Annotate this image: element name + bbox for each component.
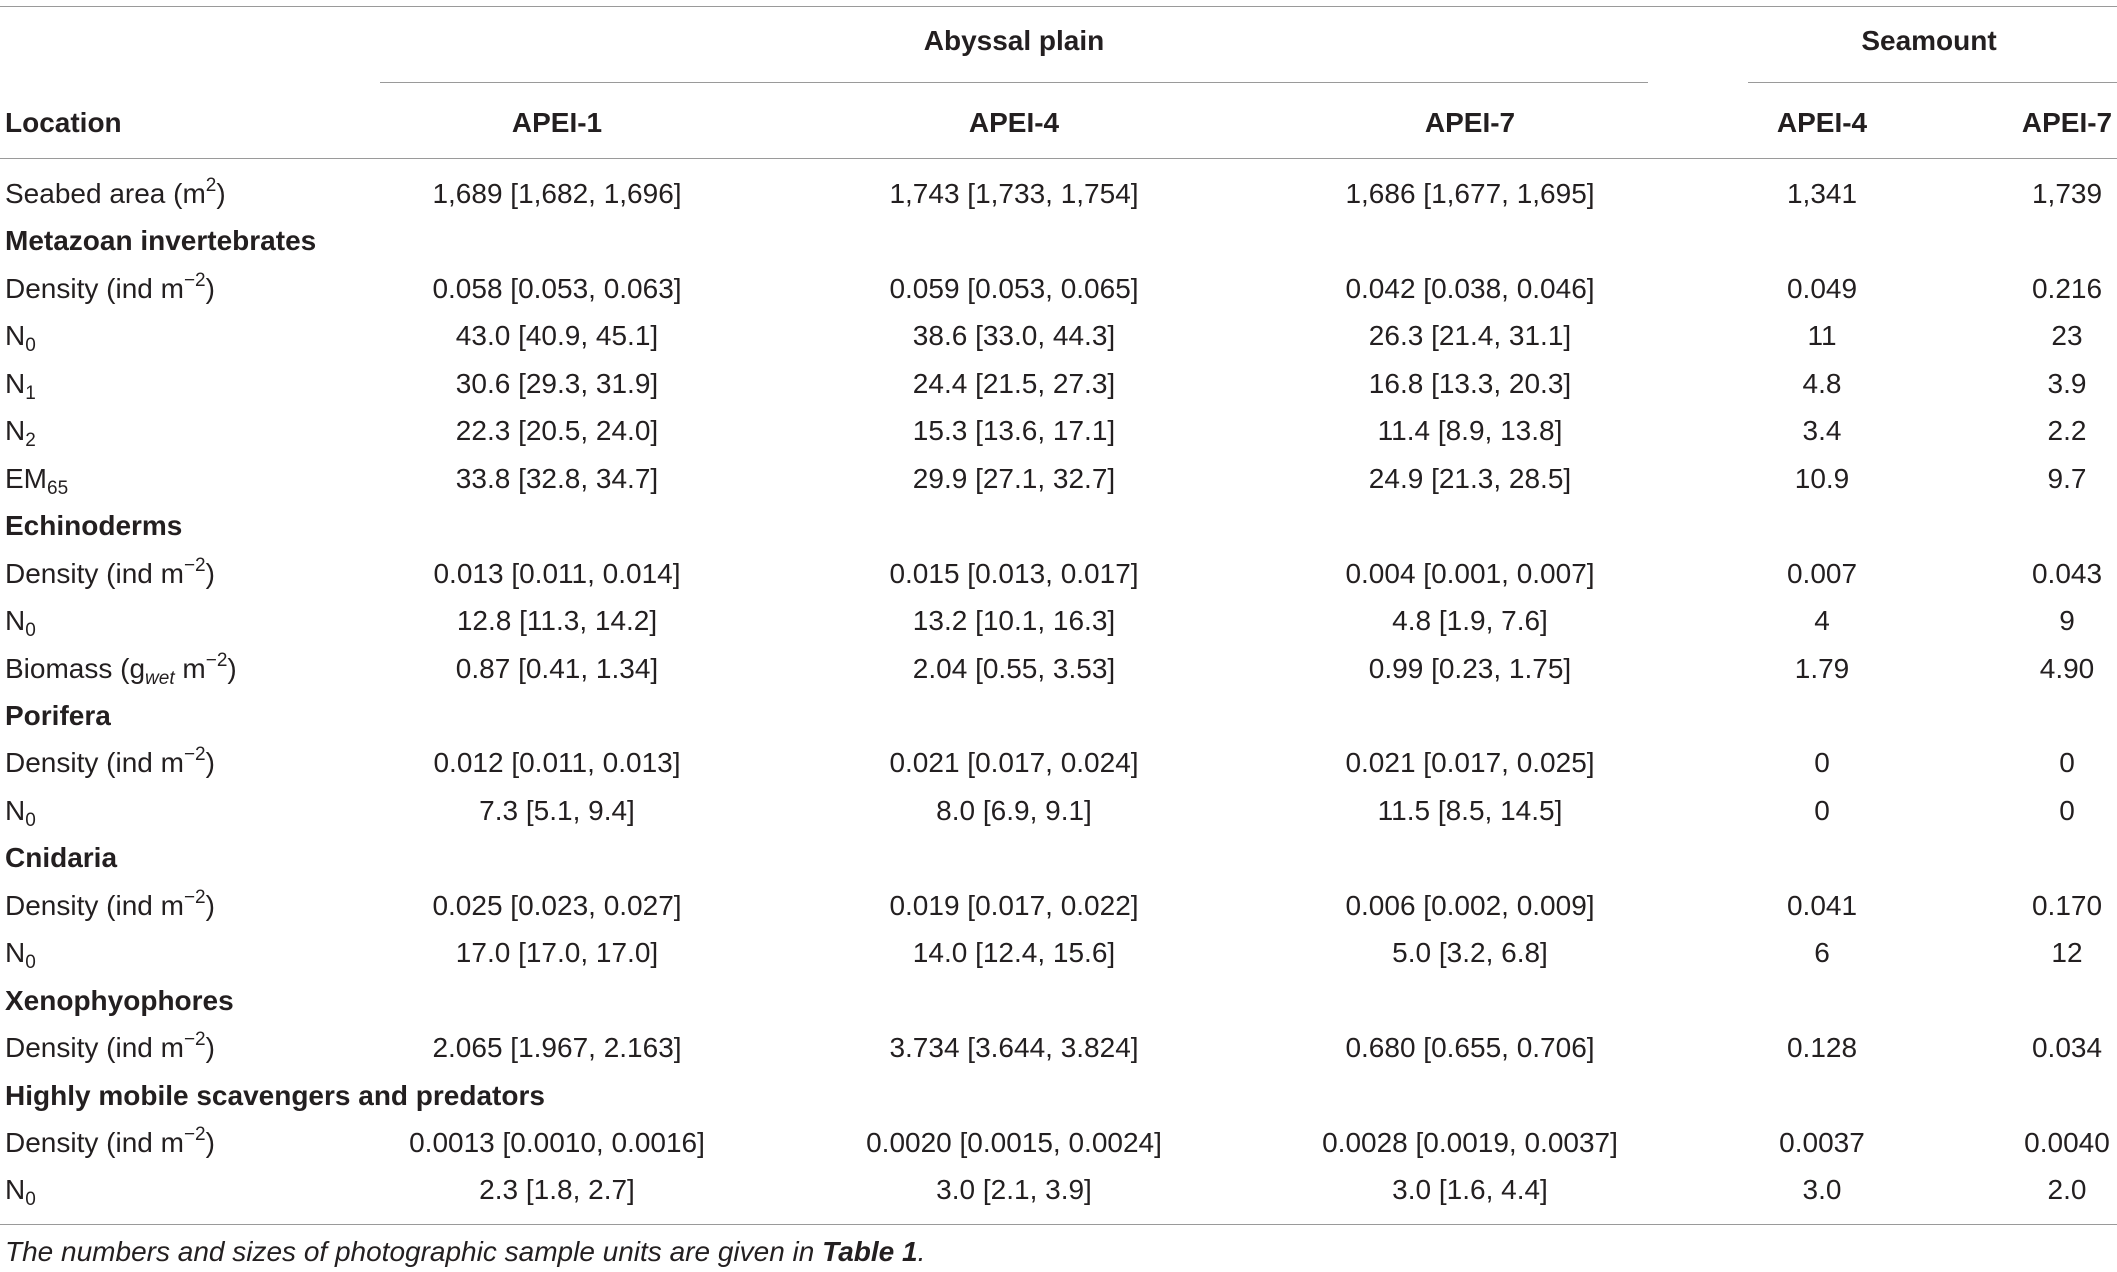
header-bottom-rule (0, 158, 2117, 159)
table-cell-abyssal-apei-4: 0.0020 [0.0015, 0.0024] (866, 1127, 1162, 1158)
table-cell-abyssal-apei-1: 0.0013 [0.0010, 0.0016] (409, 1127, 705, 1158)
table-cell-abyssal-apei-1: 0.058 [0.053, 0.063] (432, 272, 682, 304)
table-cell-seamount-apei-4: 1.79 (1794, 652, 1850, 684)
table-cell-abyssal-apei-7: 4.8 [1.9, 7.6] (1392, 605, 1548, 637)
table-cell-abyssal-apei-7: 0.99 [0.23, 1.75] (1368, 652, 1572, 684)
table-cell-seamount-apei-4: 10.9 (1794, 462, 1850, 494)
table-cell-abyssal-apei-4: 0.019 [0.017, 0.022] (889, 889, 1139, 921)
table-cell-abyssal-apei-1: 7.3 [5.1, 9.4] (479, 794, 635, 826)
table-cell-abyssal-apei-4: 38.6 [33.0, 44.3] (912, 320, 1116, 352)
table-cell-seamount-apei-4: 0.041 (1786, 889, 1858, 921)
table-cell-seamount-apei-4: 0.128 (1786, 1032, 1858, 1064)
column-header-abyssal-apei-4: APEI-4 (968, 107, 1060, 138)
table-cell-seamount-apei-7: 0 (2059, 794, 2075, 826)
row-label (5, 554, 215, 589)
table-cell-abyssal-apei-1: 17.0 [17.0, 17.0] (455, 937, 659, 969)
row-label (5, 937, 36, 974)
table-cell-abyssal-apei-1: 0.012 [0.011, 0.013] (433, 747, 681, 779)
footnote-text: The numbers and sizes of photographic sample units are given in (5, 1236, 823, 1267)
row-label-part: ) (205, 1032, 215, 1064)
table-cell-seamount-apei-7: 0.170 (2031, 889, 2103, 921)
table-cell-seamount-apei-7: 9.7 (2047, 462, 2087, 494)
table-cell-abyssal-apei-7: 3.0 [1.6, 4.4] (1392, 1174, 1548, 1206)
row-label-part: N (5, 320, 26, 352)
table-cell-abyssal-apei-4: 13.2 [10.1, 16.3] (912, 605, 1116, 637)
row-label-part: N (5, 1174, 26, 1206)
row-label-part: 2 (25, 430, 36, 452)
table-cell-abyssal-apei-4: 0.059 [0.053, 0.065] (889, 272, 1139, 304)
section-header: Echinoderms (5, 510, 183, 542)
table-cell-seamount-apei-7: 0.034 (2031, 1032, 2103, 1064)
table-cell-seamount-apei-4: 0.049 (1786, 272, 1858, 304)
row-label-part: 0 (25, 335, 36, 357)
row-label-part: Density (ind m (5, 889, 184, 921)
row-label-part: ) (205, 747, 215, 779)
table-cell-abyssal-apei-1: 30.6 [29.3, 31.9] (455, 367, 659, 399)
row-label (5, 605, 36, 642)
row-label-part: 0 (25, 620, 36, 642)
table-cell-abyssal-apei-7: 0.0028 [0.0019, 0.0037] (1322, 1127, 1618, 1158)
table-cell-seamount-apei-4: 0 (1814, 747, 1830, 779)
table-cell-seamount-apei-4: 3.0 (1802, 1174, 1842, 1206)
abyssal-plain-underline (380, 82, 1648, 83)
table-cell-abyssal-apei-7: 5.0 [3.2, 6.8] (1392, 937, 1548, 969)
row-label-part: N (5, 937, 26, 969)
table-cell-seamount-apei-7: 2.0 (2047, 1174, 2087, 1206)
table-cell-abyssal-apei-4: 3.734 [3.644, 3.824] (889, 1032, 1139, 1064)
section-header: Xenophyophores (5, 984, 234, 1016)
table-cell-seamount-apei-7: 1,739 (2031, 178, 2103, 209)
row-label-part: −2 (183, 1124, 206, 1145)
table-cell-abyssal-apei-1: 1,689 [1,682, 1,696] (432, 178, 682, 209)
row-label (5, 1124, 215, 1158)
table-cell-abyssal-apei-7: 0.680 [0.655, 0.706] (1345, 1032, 1595, 1064)
row-label-part: N (5, 367, 26, 399)
table-cell-abyssal-apei-1: 43.0 [40.9, 45.1] (455, 320, 659, 352)
group-header-abyssal-plain: Abyssal plain (923, 25, 1105, 56)
row-label (5, 415, 36, 452)
table-cell-abyssal-apei-7: 0.006 [0.002, 0.009] (1345, 889, 1595, 921)
table-cell-seamount-apei-4: 11 (1807, 320, 1837, 352)
table-cell-seamount-apei-7: 0.0040 (2024, 1127, 2110, 1158)
row-label-part: Density (ind m (5, 1032, 184, 1064)
table-cell-abyssal-apei-4: 0.015 [0.013, 0.017] (889, 557, 1139, 589)
column-header-seamount-apei-4: APEI-4 (1776, 107, 1868, 138)
table-cell-abyssal-apei-4: 0.021 [0.017, 0.024] (889, 747, 1139, 779)
row-label (5, 794, 36, 831)
row-label-part: −2 (183, 554, 206, 576)
row-label-part: −2 (183, 1029, 206, 1051)
row-label-part: 65 (47, 477, 69, 499)
section-header: Cnidaria (5, 842, 118, 874)
row-label (5, 649, 237, 689)
row-label-part: Density (ind m (5, 272, 184, 304)
table-cell-seamount-apei-7: 2.2 (2047, 415, 2087, 447)
row-label (5, 1174, 36, 1211)
table-cell-seamount-apei-4: 4 (1814, 605, 1830, 637)
row-label-part: N (5, 415, 26, 447)
section-header: Porifera (5, 699, 111, 731)
table-cell-abyssal-apei-1: 22.3 [20.5, 24.0] (455, 415, 659, 447)
row-label-part: ) (205, 272, 215, 304)
table-cell-abyssal-apei-1: 0.013 [0.011, 0.014] (433, 557, 681, 589)
row-label-part: EM (5, 462, 47, 494)
row-label-part: Biomass (g (5, 652, 146, 684)
row-label-part: 0 (25, 952, 36, 974)
section-header: Metazoan invertebrates (5, 225, 317, 257)
footnote-table-reference: Table 1 (822, 1236, 918, 1267)
table-cell-abyssal-apei-1: 0.87 [0.41, 1.34] (455, 652, 659, 684)
seamount-underline (1748, 82, 2117, 83)
row-label-part: wet (145, 667, 175, 689)
row-label-part: N (5, 605, 26, 637)
table-cell-seamount-apei-7: 9 (2059, 605, 2075, 637)
table-cell-seamount-apei-4: 0 (1814, 794, 1830, 826)
row-label (5, 1029, 215, 1064)
table-cell-abyssal-apei-4: 1,743 [1,733, 1,754] (889, 178, 1139, 209)
row-label (5, 462, 69, 499)
group-header-seamount: Seamount (1861, 25, 1997, 56)
row-label-part: ) (216, 178, 226, 209)
table-cell-seamount-apei-7: 0.043 (2031, 557, 2103, 589)
row-label-part: 2 (205, 175, 217, 196)
table-cell-abyssal-apei-1: 12.8 [11.3, 14.2] (456, 605, 658, 637)
table-cell-abyssal-apei-4: 3.0 [2.1, 3.9] (936, 1174, 1092, 1206)
row-label-part: Density (ind m (5, 1127, 184, 1158)
table-cell-abyssal-apei-1: 33.8 [32.8, 34.7] (455, 462, 659, 494)
table-cell-abyssal-apei-1: 0.025 [0.023, 0.027] (432, 889, 682, 921)
row-label-part: 0 (25, 809, 36, 831)
row-label-part: Density (ind m (5, 747, 184, 779)
table-cell-abyssal-apei-7: 1,686 [1,677, 1,695] (1345, 178, 1595, 209)
table-cell-abyssal-apei-4: 14.0 [12.4, 15.6] (912, 937, 1116, 969)
row-label-part: Density (ind m (5, 557, 184, 589)
footnote-end: . (917, 1236, 926, 1267)
row-label-part: m (174, 652, 206, 684)
row-label-part: ) (227, 652, 237, 684)
row-label-part: 0 (25, 1189, 36, 1211)
table-cell-seamount-apei-4: 4.8 (1802, 367, 1842, 399)
table-bottom-rule (0, 1224, 2117, 1225)
table-cell-seamount-apei-4: 3.4 (1802, 415, 1842, 447)
table-cell-seamount-apei-4: 6 (1814, 937, 1830, 969)
column-header-abyssal-apei-7: APEI-7 (1424, 107, 1516, 138)
table-cell-abyssal-apei-7: 0.004 [0.001, 0.007] (1345, 557, 1595, 589)
row-label-part: −2 (183, 886, 206, 908)
table-cell-seamount-apei-4: 1,341 (1786, 178, 1858, 209)
top-rule (0, 6, 2117, 7)
table-cell-seamount-apei-7: 12 (2051, 937, 2083, 969)
row-label-part: −2 (205, 649, 228, 671)
row-label-part: −2 (183, 744, 206, 766)
column-header-location: Location (5, 107, 122, 138)
row-label-part: −2 (183, 269, 206, 291)
row-label-part: N (5, 794, 26, 826)
table-cell-abyssal-apei-4: 24.4 [21.5, 27.3] (912, 367, 1116, 399)
table-cell-abyssal-apei-7: 0.021 [0.017, 0.025] (1345, 747, 1595, 779)
row-label (5, 886, 215, 921)
row-label-part: Seabed area (m (5, 178, 206, 209)
table-cell-abyssal-apei-1: 2.065 [1.967, 2.163] (432, 1032, 682, 1064)
table-cell-seamount-apei-7: 0.216 (2031, 272, 2103, 304)
column-header-seamount-apei-7: APEI-7 (2021, 107, 2113, 138)
row-label (5, 744, 215, 779)
row-label (5, 367, 36, 404)
table-cell-seamount-apei-7: 0 (2059, 747, 2075, 779)
row-label-part: 1 (25, 382, 36, 404)
table-footnote (5, 1238, 925, 1266)
table-cell-abyssal-apei-7: 0.042 [0.038, 0.046] (1345, 272, 1595, 304)
table-cell-abyssal-apei-7: 11.4 [8.9, 13.8] (1377, 415, 1563, 447)
row-label-part: ) (205, 889, 215, 921)
table-cell-abyssal-apei-7: 16.8 [13.3, 20.3] (1368, 367, 1572, 399)
row-label (5, 269, 215, 304)
table-cell-seamount-apei-4: 0.007 (1786, 557, 1858, 589)
row-label-part: ) (205, 1127, 215, 1158)
table-cell-abyssal-apei-7: 11.5 [8.5, 14.5] (1377, 794, 1563, 826)
table-cell-abyssal-apei-4: 29.9 [27.1, 32.7] (912, 462, 1116, 494)
table-cell-seamount-apei-7: 3.9 (2047, 367, 2087, 399)
row-label (5, 175, 226, 209)
table-cell-abyssal-apei-4: 15.3 [13.6, 17.1] (912, 415, 1116, 447)
table-cell-abyssal-apei-7: 24.9 [21.3, 28.5] (1368, 462, 1572, 494)
table-cell-abyssal-apei-1: 2.3 [1.8, 2.7] (479, 1174, 635, 1206)
section-header: Highly mobile scavengers and predators (5, 1079, 545, 1111)
table-cell-seamount-apei-7: 4.90 (2039, 652, 2095, 684)
table-cell-abyssal-apei-4: 2.04 [0.55, 3.53] (912, 652, 1116, 684)
table-cell-abyssal-apei-4: 8.0 [6.9, 9.1] (936, 794, 1092, 826)
column-header-abyssal-apei-1: APEI-1 (511, 107, 603, 138)
table-cell-abyssal-apei-7: 26.3 [21.4, 31.1] (1368, 320, 1572, 352)
table-cell-seamount-apei-4: 0.0037 (1779, 1127, 1865, 1158)
row-label-part: ) (205, 557, 215, 589)
table-cell-seamount-apei-7: 23 (2051, 320, 2083, 352)
row-label (5, 320, 36, 357)
